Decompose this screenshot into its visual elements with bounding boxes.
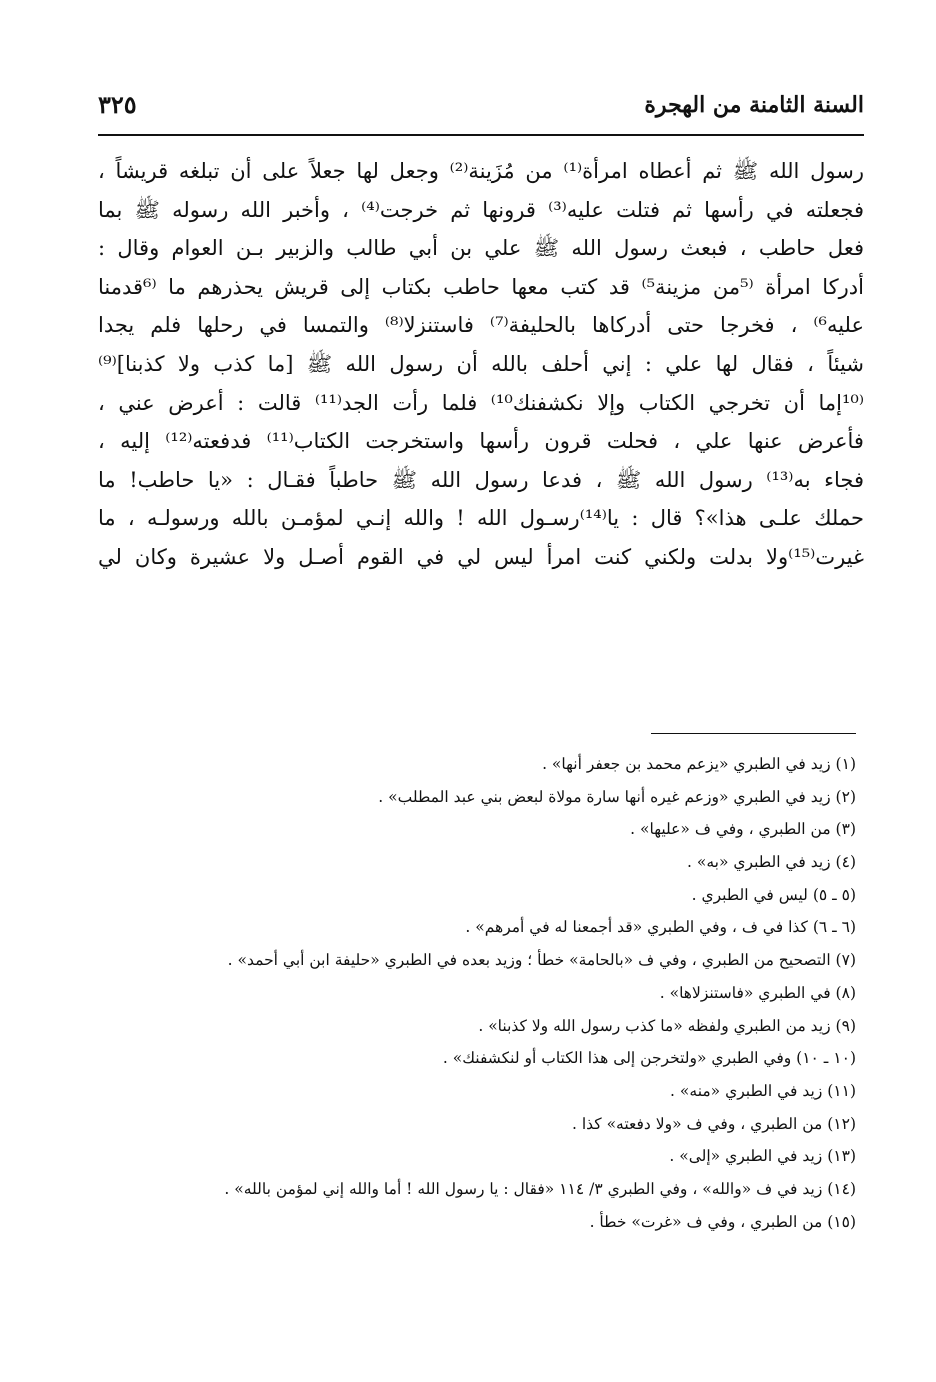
text-line: غيرت⁽¹⁵⁾ولا بدلت ولكني كنت امرأ ليس لي في القوم أصـل ولا عشيرة وكان لي: [98, 544, 864, 569]
page-number: ٣٢٥: [98, 90, 137, 119]
footnotes: [96, 748, 856, 1238]
footnote: (٧) التصحيح من الطبري ، وفي ف «بالحامة» خطأ ؛ وزيد بعده في الطبري «حليفة ابن أبي أحمد» .: [227, 951, 856, 970]
text-line: فأعرض عنها علي ، فحلت قرون رأسها واستخرجت الكتاب⁽¹¹⁾ فدفعته⁽¹²⁾ إليه ،: [98, 429, 864, 454]
footnote: (١) زيد في الطبري «يزعم محمد بن جعفر أنها» .: [542, 755, 856, 773]
footnote: (٦ ـ ٦) كذا في ف ، وفي الطبري «قد أجمعنا له في أمرهم» .: [465, 918, 856, 937]
footnote: (١٠ ـ ١٠) وفي الطبري «ولتخرجن إلى هذا الكتاب أو لنكشفنك» .: [442, 1049, 856, 1068]
text-line: ⁽¹⁰إما أن تخرجي الكتاب وإلا نكشفنك¹⁰⁾ فلما رأت الجد⁽¹¹⁾ قالت : أعرض عني ،: [98, 390, 864, 415]
footnote: (٢) زيد في الطبري «وزعم غيره أنها سارة مولاة لبعض بني عبد المطلب» .: [378, 787, 856, 806]
main-text: [98, 152, 864, 577]
footnote: (١٣) زيد في الطبري «إلى» .: [669, 1147, 856, 1166]
footnote: (١٥) من الطبري ، وفي ف «غرت» خطأ .: [589, 1212, 856, 1231]
running-header: [98, 88, 864, 128]
footnote: (٥ ـ ٥) ليس في الطبري .: [691, 885, 856, 904]
header-divider: [98, 134, 864, 136]
text-line: حملك علـى هذا»؟ قال : يا⁽¹⁴⁾رسـول الله ! والله إنـي لمؤمـن بالله ورسولـه ، ما: [98, 506, 864, 531]
text-line: أدركا امرأة ⁽⁵من مزينة⁵⁾ قد كتب معها حاطب بكتاب إلى قريش يحذرهم ما ⁽⁶قدمنا: [98, 274, 864, 299]
footnote: (٩) زيد من الطبري ولفظه «ما كذب رسول الله ولا كذبنا» .: [478, 1016, 856, 1035]
text-line: فجاء به⁽¹³⁾ رسول الله ﷺ ، فدعا رسول الله ﷺ حاطباً فقـال : «يا حاطب! ما: [98, 467, 864, 492]
footnote: (٣) من الطبري ، وفي ف «عليها» .: [630, 820, 856, 839]
text-line: عليه⁶⁾ ، فخرجا حتى أدركاها بالحليفة⁽⁷⁾ فاستنزلا⁽⁸⁾ والتمسا في رحلها فلم يجدا: [98, 313, 864, 338]
text-line: شيئاً ، فقال لها علي : إني أحلف بالله أن رسول الله ﷺ [ما كذب ولا كذبنا]⁽⁹⁾: [98, 351, 864, 376]
footnote: (١٢) من الطبري ، وفي ف «ولا دفعته» كذا .: [571, 1114, 856, 1133]
footnote: (٤) زيد في الطبري «به» .: [687, 853, 856, 872]
footnote: (١١) زيد في الطبري «منه» .: [670, 1081, 856, 1100]
footnote-divider: [651, 733, 856, 734]
text-line: فجعلته في رأسها ثم فتلت عليه⁽³⁾ قرونها ثم خرجت⁽⁴⁾ ، وأخبر الله رسوله ﷺ بما: [98, 197, 864, 222]
text-line: فعل حاطب ، فبعث رسول الله ﷺ علي بن أبي طالب والزبير بـن العوام وقال :: [98, 236, 864, 261]
footnote: (١٤) زيد في ف «والله» ، وفي الطبري ٣/ ١١٤ «فقال : يا رسول الله ! أما والله إني لمؤمن بالله» .: [224, 1179, 856, 1198]
footnote: (٨) في الطبري «فاستنزلاها» .: [659, 983, 856, 1002]
text-line: رسول الله ﷺ ثم أعطاه امرأة⁽¹⁾ من مُزَينة⁽²⁾ وجعل لها جعلاً على أن تبلغه قريشاً ،: [98, 159, 864, 183]
chapter-title: السنة الثامنة من الهجرة: [644, 92, 864, 118]
